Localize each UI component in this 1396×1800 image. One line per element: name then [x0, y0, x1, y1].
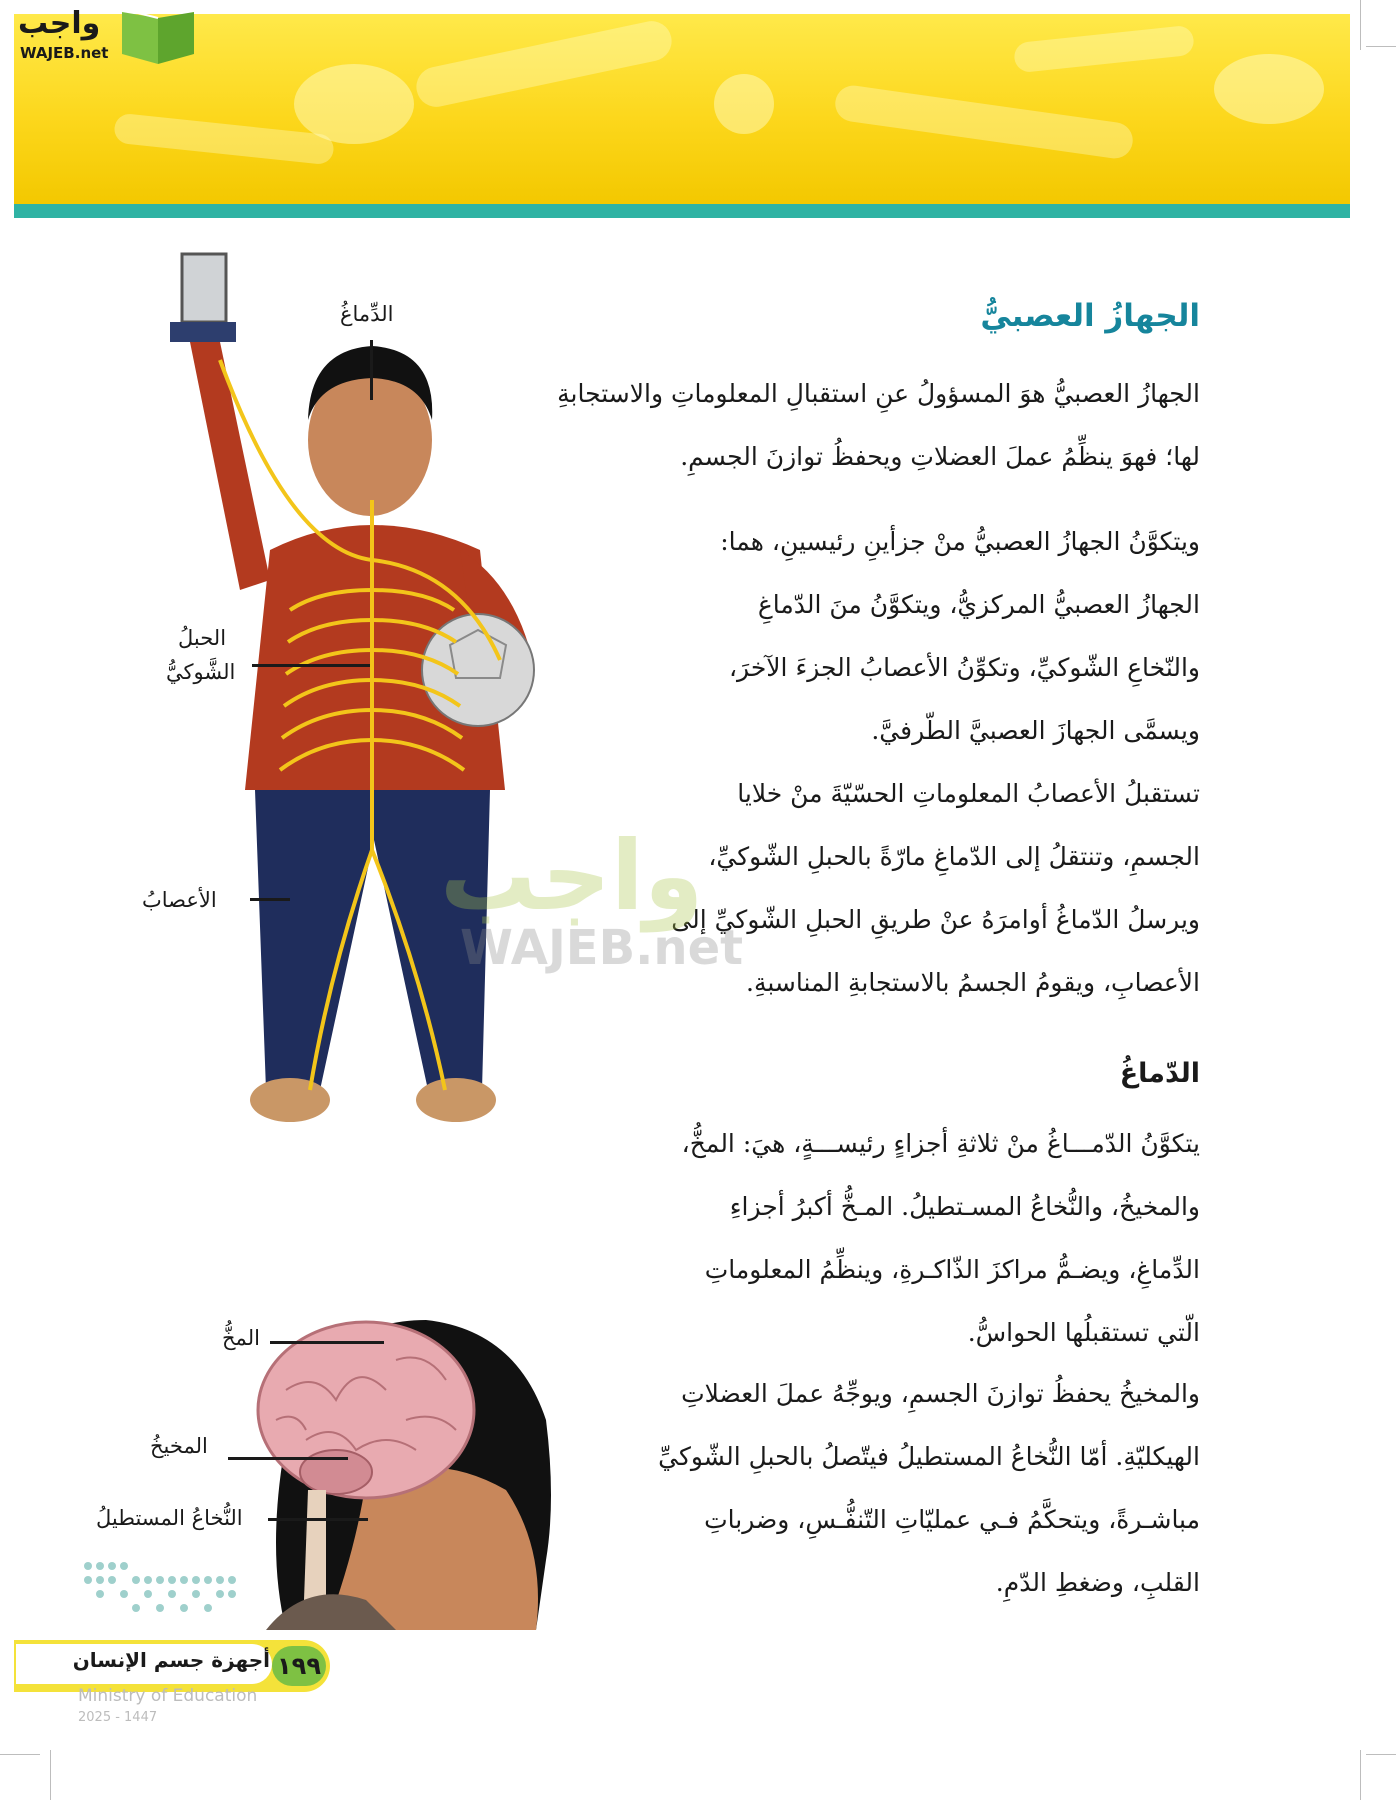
leader-line — [250, 898, 290, 901]
label-cerebellum: المخيخُ — [150, 1434, 208, 1458]
crop-mark — [1366, 1754, 1396, 1755]
crop-mark — [1360, 1750, 1361, 1800]
text-line: مباشـرةً، ويتحكَّمُ فـي عمليّاتِ التّنفُّـسِ، وضرباتِ — [704, 1505, 1200, 1534]
ministry-logo-dots — [78, 1556, 248, 1636]
crop-mark — [1366, 46, 1396, 47]
header-banner — [14, 14, 1350, 204]
watermark-latin: WAJEB.net — [460, 920, 744, 976]
label-cerebrum: المخُّ — [222, 1326, 260, 1350]
section-paragraph-2 — [671, 510, 1200, 1014]
leader-line — [252, 664, 370, 667]
text-line: ويرسلُ الدّماغُ أوامرَهُ عنْ طريقِ الحبلِ الشّوكيِّ إلى — [671, 905, 1200, 934]
text-line: الجهازُ العصبيُّ المركزيُّ، ويتكوَّنُ منَ الدّماغِ — [757, 590, 1200, 619]
brain-section-title: الدّماغُ — [1119, 1058, 1200, 1089]
brain-paragraph-1 — [682, 1112, 1200, 1364]
crop-mark — [50, 1750, 51, 1800]
text-line: الهيكليّةِ. أمّا النُّخاعُ المستطيلُ فيتّصلُ بالحبلِ الشّوكيِّ — [658, 1442, 1200, 1471]
section-paragraph-1 — [557, 362, 1200, 488]
leader-line — [370, 340, 373, 400]
leader-line — [268, 1518, 368, 1521]
text-line: الجهازُ العصبيُّ هوَ المسؤولُ عنِ استقبالِ المعلوماتِ والاستجابةِ — [557, 379, 1200, 408]
header-rule — [14, 204, 1350, 218]
text-line: الأعصابِ، ويقومُ الجسمُ بالاستجابةِ المناسبةِ. — [746, 968, 1200, 997]
crop-mark — [0, 1754, 40, 1755]
chapter-title: أجهزة جسم الإنسان — [72, 1648, 270, 1672]
text-line: القلبِ، وضغطِ الدّمِ. — [995, 1568, 1200, 1597]
brain-paragraph-2 — [658, 1362, 1200, 1614]
page-number: ١٩٩ — [272, 1646, 326, 1686]
text-line: الدِّماغِ، ويضـمُّ مراكزَ الذّاكـرةِ، وينظِّمُ المعلوماتِ — [704, 1255, 1200, 1284]
watermark-arabic: واجب — [440, 820, 704, 932]
label-medulla: النُّخاعُ المستطيلُ — [96, 1506, 243, 1530]
text-line: ويتكوَّنُ الجهازُ العصبيُّ منْ جزأينِ رئيسينِ، هما: — [720, 527, 1200, 556]
text-line: لها؛ فهوَ ينظِّمُ عملَ العضلاتِ ويحفظُ توازنَ الجسمِ. — [680, 442, 1200, 471]
ministry-name: Ministry of Education — [78, 1686, 258, 1706]
text-line: تستقبلُ الأعصابُ المعلوماتِ الحسّيّةَ منْ خلايا — [737, 779, 1200, 808]
text-line: والمخيخُ، والنُّخاعُ المسـتطيلُ. المـخُّ أكبرُ أجزاءِ — [729, 1192, 1200, 1221]
logo-latin: WAJEB.net — [20, 44, 109, 62]
brain-head-figure — [246, 1300, 566, 1630]
book-icon — [118, 8, 198, 66]
leader-line — [270, 1341, 384, 1344]
logo-arabic: واجب — [18, 6, 101, 41]
text-line: ويسمَّى الجهازَ العصبيَّ الطّرفيَّ. — [871, 716, 1200, 745]
text-line: والمخيخُ يحفظُ توازنَ الجسمِ، ويوجِّهُ عملَ العضلاتِ — [681, 1379, 1200, 1408]
text-line: يتكوَّنُ الدّمـــاغُ منْ ثلاثةِ أجزاءٍ رئيســـةٍ، هيَ: المخُّ، — [681, 1129, 1200, 1158]
edition-year: 2025 - 1447 — [78, 1710, 158, 1725]
label-nerves: الأعصابُ — [142, 888, 217, 912]
text-line: والنّخاعِ الشّوكيِّ، وتكوِّنُ الأعصابُ الجزءَ الآخرَ، — [728, 653, 1200, 682]
label-spinal-cord-1: الحبلُ — [178, 626, 227, 650]
text-line: الّتي تستقبلُها الحواسُّ. — [967, 1318, 1200, 1347]
crop-mark — [1360, 0, 1361, 50]
section-title: الجهازُ العصبيُّ — [980, 298, 1200, 334]
label-spinal-cord-2: الشَّوكيُّ — [166, 660, 236, 684]
wajeb-logo[interactable] — [10, 6, 190, 66]
text-line: الجسمِ، وتنتقلُ إلى الدّماغِ مارّةً بالحبلِ الشّوكيِّ، — [708, 842, 1200, 871]
label-brain: الدِّماغُ — [340, 302, 394, 326]
leader-line — [228, 1457, 348, 1460]
